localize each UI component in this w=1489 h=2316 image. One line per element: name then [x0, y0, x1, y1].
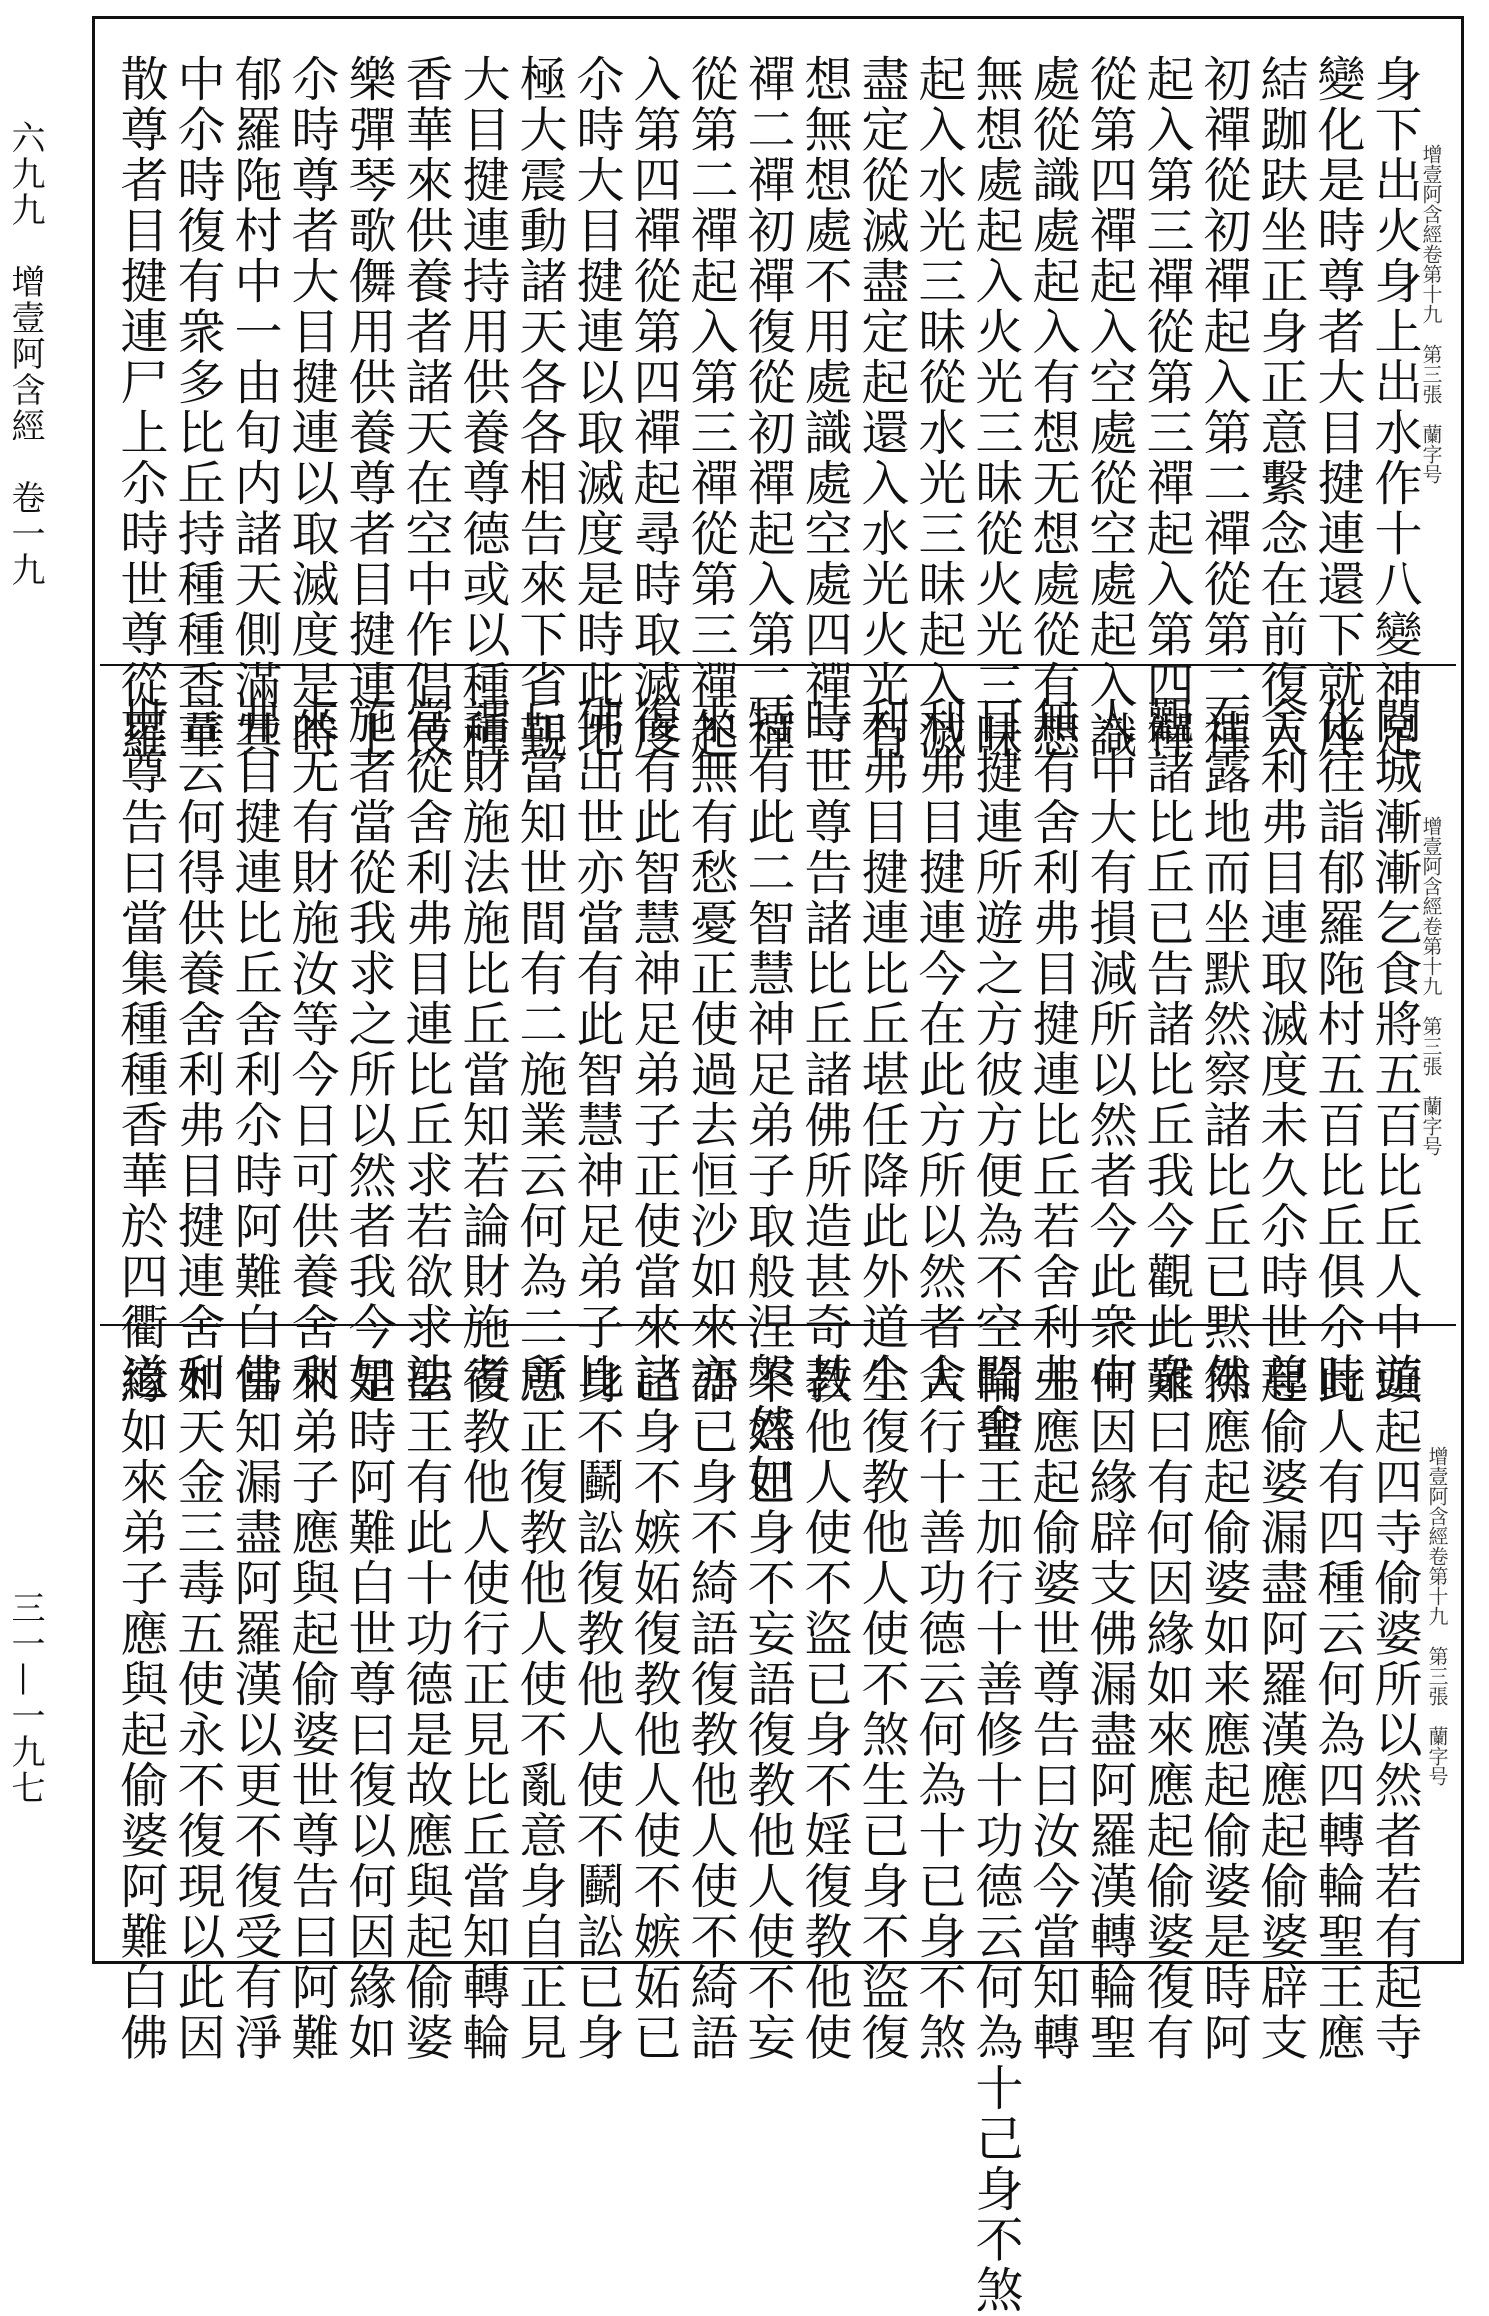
text-line: 大目揵連持用供養尊德或以種種 — [454, 54, 510, 761]
text-panel-2 — [100, 664, 1456, 1504]
text-line: 佛出世亦當有此智慧神足弟子比 — [568, 696, 624, 1403]
text-line: 已身不嫉妬復教他人使不嫉妬已 — [625, 1356, 681, 2063]
text-line: 想無想處不用處識處空處四禪三 — [796, 54, 852, 761]
text-line: 變化是時尊者大目揵連還下就座 — [1309, 54, 1365, 761]
text-line: 從第四禪起入空處從空處起入識 — [1081, 54, 1137, 761]
text-line: 入第四禪從第四禪起尋時取滅度 — [625, 54, 681, 761]
text-line: 初禪從初禪起入第二禪從第二禪 — [1195, 54, 1251, 761]
text-line: 佛應起偷婆如来應起偷婆是時阿 — [1195, 1356, 1251, 2063]
text-line: 生復教他人使不煞生已身不盜復 — [853, 1356, 909, 2063]
text-line: 丘當知世間有二施業云何為二所 — [511, 696, 567, 1403]
margin-note-top: 六九九 增壹阿含經 卷一九 — [5, 120, 45, 588]
text-line: 特有此二智慧神足弟子取般涅槃然如 — [739, 696, 795, 1504]
text-line: 散尊者目揵連尸上尒時世尊從羅 — [112, 54, 168, 761]
text-line: 人行十善功德云何為十已身不煞 — [910, 1356, 966, 2063]
text-line: 時世尊告諸比丘諸佛所造甚奇甚 — [796, 696, 852, 1403]
text-line: 意正復教他人使不亂意身自正見 — [511, 1356, 567, 2063]
text-line: 處從識處起入有想无想處從有想 — [1024, 54, 1080, 761]
text-line: 來无有財施汝等今日可供養舍利 — [283, 696, 339, 1403]
text-line: 身不鬬訟復教他人使不鬬訟已身 — [568, 1356, 624, 2063]
text-line: 無想處起入火光三昧從火光三昧 — [967, 54, 1023, 761]
text-line: 盡定從滅盡定起還入水光火光有 — [853, 54, 909, 761]
text-line: 禪二禪初禪復從初禪起入第二禪 — [739, 54, 795, 761]
text-line: 世尊告曰當集種種香華於四衢道 — [112, 696, 168, 1403]
text-line: 目揵連所遊之方彼方便為不空聞舍 — [967, 696, 1023, 1454]
text-line: 此人有四種云何為四轉輪聖王應 — [1309, 1356, 1365, 2063]
text-line: 當知漏盡阿羅漢以更不復受有淨 — [226, 1356, 282, 2063]
text-line: 化往詣郁羅陁村五百比丘俱尒時 — [1309, 696, 1365, 1403]
panel-header-note: 增壹阿含經卷第十九 第三張 蘭字号 — [1419, 816, 1443, 1156]
text-line: 輪聖王加行十善修十功德云何為十己身不煞 — [967, 1356, 1023, 2316]
text-line: 在露地而坐默然察諸比丘已黙然 — [1195, 696, 1251, 1403]
text-line: 當從舍利弗目連比丘求若欲求法 — [397, 696, 453, 1403]
text-line: 尒時大目揵連以取滅度是時此地 — [568, 54, 624, 761]
text-line: 頭起四寺偷婆所以然者若有起寺 — [1366, 1356, 1422, 2063]
text-line: 緣如來弟子應與起偷婆阿難白佛 — [112, 1356, 168, 2063]
text-panel-1 — [100, 24, 1456, 761]
text-line: 起入水光三昧從水光三昧起入滅 — [910, 54, 966, 761]
text-line: 言云何得供養舍利弗目揵連舍利 — [169, 696, 225, 1403]
text-line: 香華來供養者諸天在空中作倡伎 — [397, 54, 453, 761]
text-line: 聖王有此十功德是故應與起偷婆 — [397, 1356, 453, 2063]
text-columns — [112, 54, 1422, 761]
text-line: 弗目揵連比丘舍利尒時阿難白佛 — [226, 696, 282, 1403]
text-line: 尒時尊者大目揵連以取滅度是時 — [283, 54, 339, 761]
text-line: 來無有愁憂正使過去恒沙如來亦 — [682, 696, 738, 1403]
text-line: 無有舍利弗目揵連比丘若舍利弗 — [1024, 696, 1080, 1403]
text-line: 利弗目揵連今在此方所以然者舍 — [910, 696, 966, 1403]
text-line: 郁羅陁村中一由旬内諸天側滿其 — [226, 54, 282, 761]
text-line: 極大震動諸天各各相告來下省覲 — [511, 54, 567, 761]
text-line: 施者當從我求之所以然者我今如 — [340, 696, 396, 1403]
margin-note-bottom: 三一—一九七 — [5, 1590, 45, 1806]
text-line: 謂財施法施比丘當知若論財施者 — [454, 696, 510, 1403]
text-columns — [112, 1356, 1422, 2316]
text-line: 復教他人使行正見比丘當知轉輪 — [454, 1356, 510, 2063]
text-line: 結跏趺坐正身正意繫念在前復入 — [1252, 54, 1308, 761]
text-line: 王應起偷婆世尊告曰汝今當知轉 — [1024, 1356, 1080, 2063]
text-line: 何因緣辟支佛漏盡阿羅漢轉輪聖 — [1081, 1356, 1137, 2063]
text-line: 起偷婆漏盡阿羅漢應起偷婆辟支 — [1252, 1356, 1308, 2063]
text-line: 不婬已身不妄語復教他人使不妄 — [739, 1356, 795, 2063]
text-panel-3 — [100, 1324, 1456, 2316]
text-line: 從第二禪起入第三禪從第三禪起 — [682, 54, 738, 761]
text-line: 來弟子應與起偷婆世尊告曰阿難 — [283, 1356, 339, 2063]
text-line: 復有此智慧神足弟子正使當來諸 — [625, 696, 681, 1403]
text-line: 難曰有何因緣如來應起偷婆復有 — [1138, 1356, 1194, 2063]
text-line: 舍利弗目連取滅度未久尒時世尊 — [1252, 696, 1308, 1403]
text-line: 語已身不綺語復教他人使不綺語 — [682, 1356, 738, 2063]
text-line: 身下出火身上出水作十八變神足 — [1366, 54, 1422, 761]
text-line: 教他人使不盜已身不婬復教他使 — [796, 1356, 852, 2063]
panel-header-note: 增壹阿含經卷第十九 第三張 蘭字号 — [1419, 144, 1443, 484]
text-line: 人中大有損減所以然者今此衆中 — [1081, 696, 1137, 1403]
text-line: 觀諸比丘已告諸比丘我今觀此衆 — [1138, 696, 1194, 1403]
text-line: 閱城漸漸乞食將五百比丘人中遊 — [1366, 696, 1422, 1403]
text-line: 中尒時復有衆多比丘持種種香華 — [169, 54, 225, 761]
text-line: 起入第三禪從第三禪起入第四禪 — [1138, 54, 1194, 761]
text-columns — [112, 696, 1422, 1504]
text-line: 利弗目揵連比丘堪任降此外道尒 — [853, 696, 909, 1403]
panel-header-note: 增壹阿含經卷第十九 第三張 蘭字号 — [1425, 1446, 1449, 1786]
text-line: 樂彈琴歌儛用供養尊者目揵連上 — [340, 54, 396, 761]
text-line: 如天金三毒五使永不復現以此因 — [169, 1356, 225, 2063]
text-line: 是時阿難白世尊曰復以何因緣如 — [340, 1356, 396, 2063]
